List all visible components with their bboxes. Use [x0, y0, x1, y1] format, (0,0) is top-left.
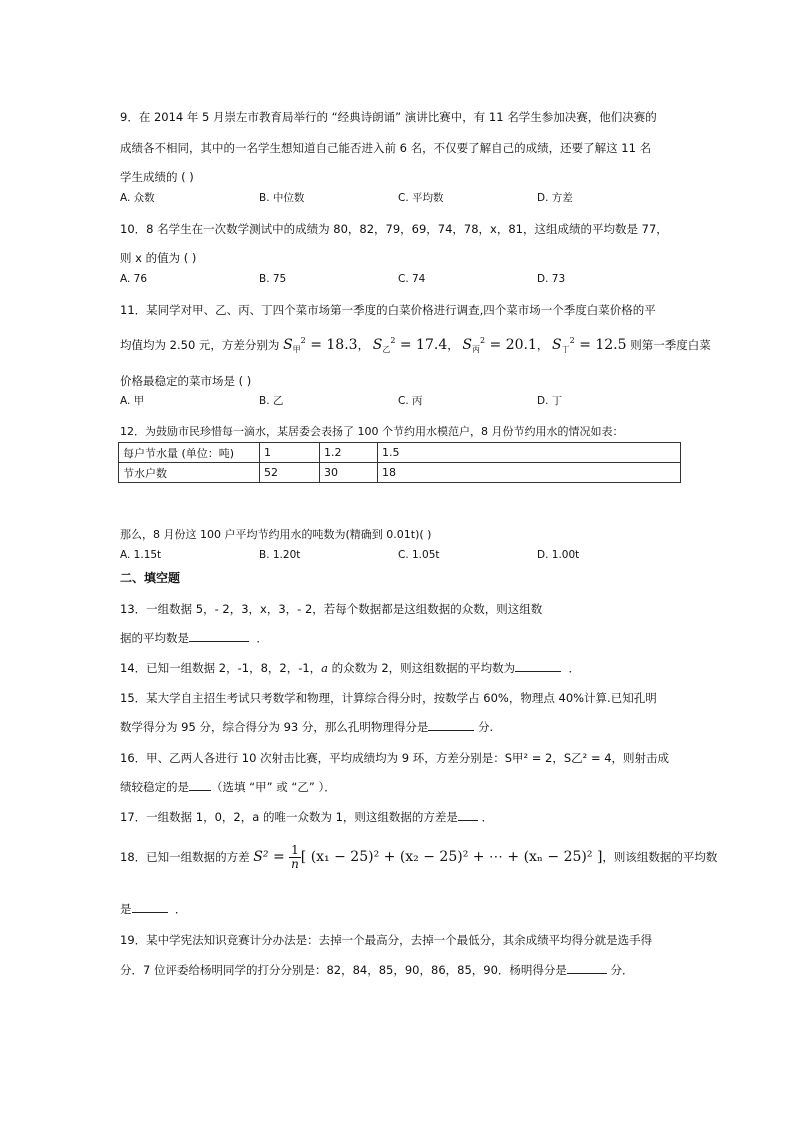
q15-line2-text: 数学得分为 95 分，综合得分为 93 分，那么孔明物理得分是 — [120, 720, 429, 734]
q11-line1: 11．某同学对甲、乙、丙、丁四个菜市场第一季度的白菜价格进行调查,四个菜市场一个季度白菜价格的平 — [120, 303, 656, 317]
q13-line1: 13．一组数据 5，- 2，3，x，3，- 2，若每个数据都是这组数据的众数，则这组数 — [120, 602, 543, 616]
q17-answer-blank[interactable] — [458, 809, 478, 821]
q18-suffix: ，则该组数据的平均数 — [602, 850, 718, 864]
q19-line2 — [120, 962, 634, 978]
q14-line — [120, 660, 580, 676]
q9-option-b: B. 中位数 — [259, 192, 305, 204]
section-heading-fill-in: 二、填空题 — [120, 571, 181, 585]
q11-line2-prefix: 均值均为 2.50 元，方差分别为 — [120, 338, 280, 352]
q12-option-a: A. 1.15t — [120, 549, 162, 561]
q14-prefix: 14．已知一组数据 2，-1，8，2，-1， — [120, 661, 322, 675]
q13-answer-blank[interactable] — [189, 630, 249, 642]
table-cell: 节水户数 — [119, 463, 260, 483]
q16-line2 — [120, 779, 336, 795]
q11-variance-1: $S_甲^2 = 18.3$ — [283, 336, 358, 354]
q15-answer-blank[interactable] — [428, 719, 474, 731]
q9-option-a: A. 众数 — [120, 192, 155, 204]
q10-option-c: C. 74 — [398, 273, 426, 285]
q18-line2 — [120, 901, 186, 917]
q14-answer-blank[interactable] — [515, 660, 561, 672]
table-cell: 1.5 — [378, 443, 681, 463]
q10-line2: 则 x 的值为 ( ) — [120, 251, 197, 265]
q18-formula: S² = $\frac{1}{n}$ [ (x₁ − 25)² + (x₂ − 25)² + ⋯ + (xₙ − 25)² ] — [253, 842, 603, 871]
q9-line3: 学生成绩的 ( ) — [120, 170, 194, 184]
table-cell: 52 — [260, 463, 320, 483]
q14-variable: a — [321, 661, 329, 675]
q9-option-d: D. 方差 — [537, 192, 573, 204]
q16-line1: 16．甲、乙两人各进行 10 次射击比赛，平均成绩均为 9 环，方差分别是：S甲² = 2，S乙² = 4，则射击成 — [120, 751, 670, 765]
q12-option-c: C. 1.05t — [398, 549, 440, 561]
q14-end: ． — [568, 661, 580, 675]
q15-line1: 15．某大学自主招生考试只考数学和物理，计算综合得分时，按数学占 60%，物理点 40%计算.已知孔明 — [120, 691, 657, 705]
q11-variance-2: $S_乙^2 = 17.4$ — [372, 336, 448, 354]
q19-line1: 19．某中学宪法知识竞赛计分办法是：去掉一个最高分，去掉一个最低分，其余成绩平均得分就是选手得 — [120, 933, 653, 947]
q11-variance-4: $S_丁^2 = 12.5$ — [552, 336, 627, 354]
q12-option-b: B. 1.20t — [259, 549, 301, 561]
q18-answer-blank[interactable] — [132, 901, 168, 913]
q12-line2: 那么，8 月份这 100 户平均节约用水的吨数为(精确到 0.01t)( ) — [120, 528, 432, 541]
table-cell: 每户节水量 (单位：吨) — [119, 443, 260, 463]
q17-end: ． — [481, 810, 494, 824]
q11-option-b: B. 乙 — [259, 395, 284, 407]
q11-line2: 均值均为 2.50 元，方差分别为 $S_甲^2 = 18.3$， $S_乙^2 = 17.4$， $S_丙^2 = 20.1$， $S_丁^2 = 12.5$ 则第一季度白菜 — [120, 336, 711, 354]
table-cell: 1.2 — [320, 443, 378, 463]
q9-line2: 成绩各不相同，其中的一名学生想知道自己能否进入前 6 名，不仅要了解自己的成绩，还要了解这 11 名 — [120, 141, 652, 155]
q12-options — [120, 548, 680, 562]
table-cell: 30 — [320, 463, 378, 483]
water-saving-table — [118, 442, 681, 483]
q11-option-c: C. 丙 — [398, 395, 423, 407]
q10-option-d: D. 73 — [537, 273, 566, 285]
q11-line3: 价格最稳定的菜市场是 ( ) — [120, 374, 252, 388]
q19-end: 分． — [610, 963, 634, 977]
q13-line2-text: 据的平均数是 — [120, 631, 189, 645]
q18-line2-text: 是 — [120, 902, 132, 916]
q13-line2 — [120, 630, 268, 646]
q18-end: ． — [174, 902, 187, 916]
q12-line1: 12．为鼓励市民珍惜每一滴水，某居委会表扬了 100 个节约用水模范户，8 月份节约用水的情况如表： — [120, 425, 624, 438]
q17-line — [120, 809, 493, 825]
table-cell: 18 — [378, 463, 681, 483]
table-row — [119, 463, 681, 483]
q14-suffix: 的众数为 2，则这组数据的平均数为 — [328, 661, 516, 675]
table-cell: 1 — [260, 443, 320, 463]
q16-line2-prefix: 绩较稳定的是 — [120, 780, 189, 794]
q11-variance-3: $S_丙^2 = 20.1$ — [462, 336, 537, 354]
q18-prefix: 18．已知一组数据的方差 — [120, 850, 250, 864]
q19-answer-blank[interactable] — [567, 962, 607, 974]
q10-option-b: B. 75 — [259, 273, 287, 285]
q10-options — [120, 272, 680, 286]
q11-options — [120, 394, 680, 408]
q10-option-a: A. 76 — [120, 273, 148, 285]
table-row — [119, 443, 681, 463]
q16-answer-blank[interactable] — [189, 779, 211, 791]
q9-line1: 9．在 2014 年 5 月崇左市教育局举行的 “经典诗朗诵” 演讲比赛中，有 11 名学生参加决赛，他们决赛的 — [120, 110, 657, 124]
q11-option-d: D. 丁 — [537, 395, 563, 407]
q15-line2 — [120, 719, 493, 735]
q10-line1: 10．8 名学生在一次数学测试中的成绩为 80，82，79，69，74，78，x，81，这组成绩的平均数是 77， — [120, 222, 668, 236]
q15-end: 分. — [478, 720, 494, 734]
q9-options — [120, 191, 680, 205]
q19-line2-text: 分．7 位评委给杨明同学的打分分别是：82，84，85，90，86，85，90．杨明得分是 — [120, 963, 567, 977]
q12-option-d: D. 1.00t — [537, 549, 580, 561]
q16-line2-suffix: （选填 “甲” 或 “乙” ）． — [211, 780, 336, 794]
q18-line1 — [120, 840, 717, 874]
q13-end: ． — [256, 631, 268, 645]
q11-option-a: A. 甲 — [120, 395, 145, 407]
q17-prefix: 17．一组数据 1，0，2，a 的唯一众数为 1，则这组数据的方差是 — [120, 810, 458, 824]
q9-option-c: C. 平均数 — [398, 192, 444, 204]
q11-line2-suffix: 则第一季度白菜 — [630, 338, 711, 352]
